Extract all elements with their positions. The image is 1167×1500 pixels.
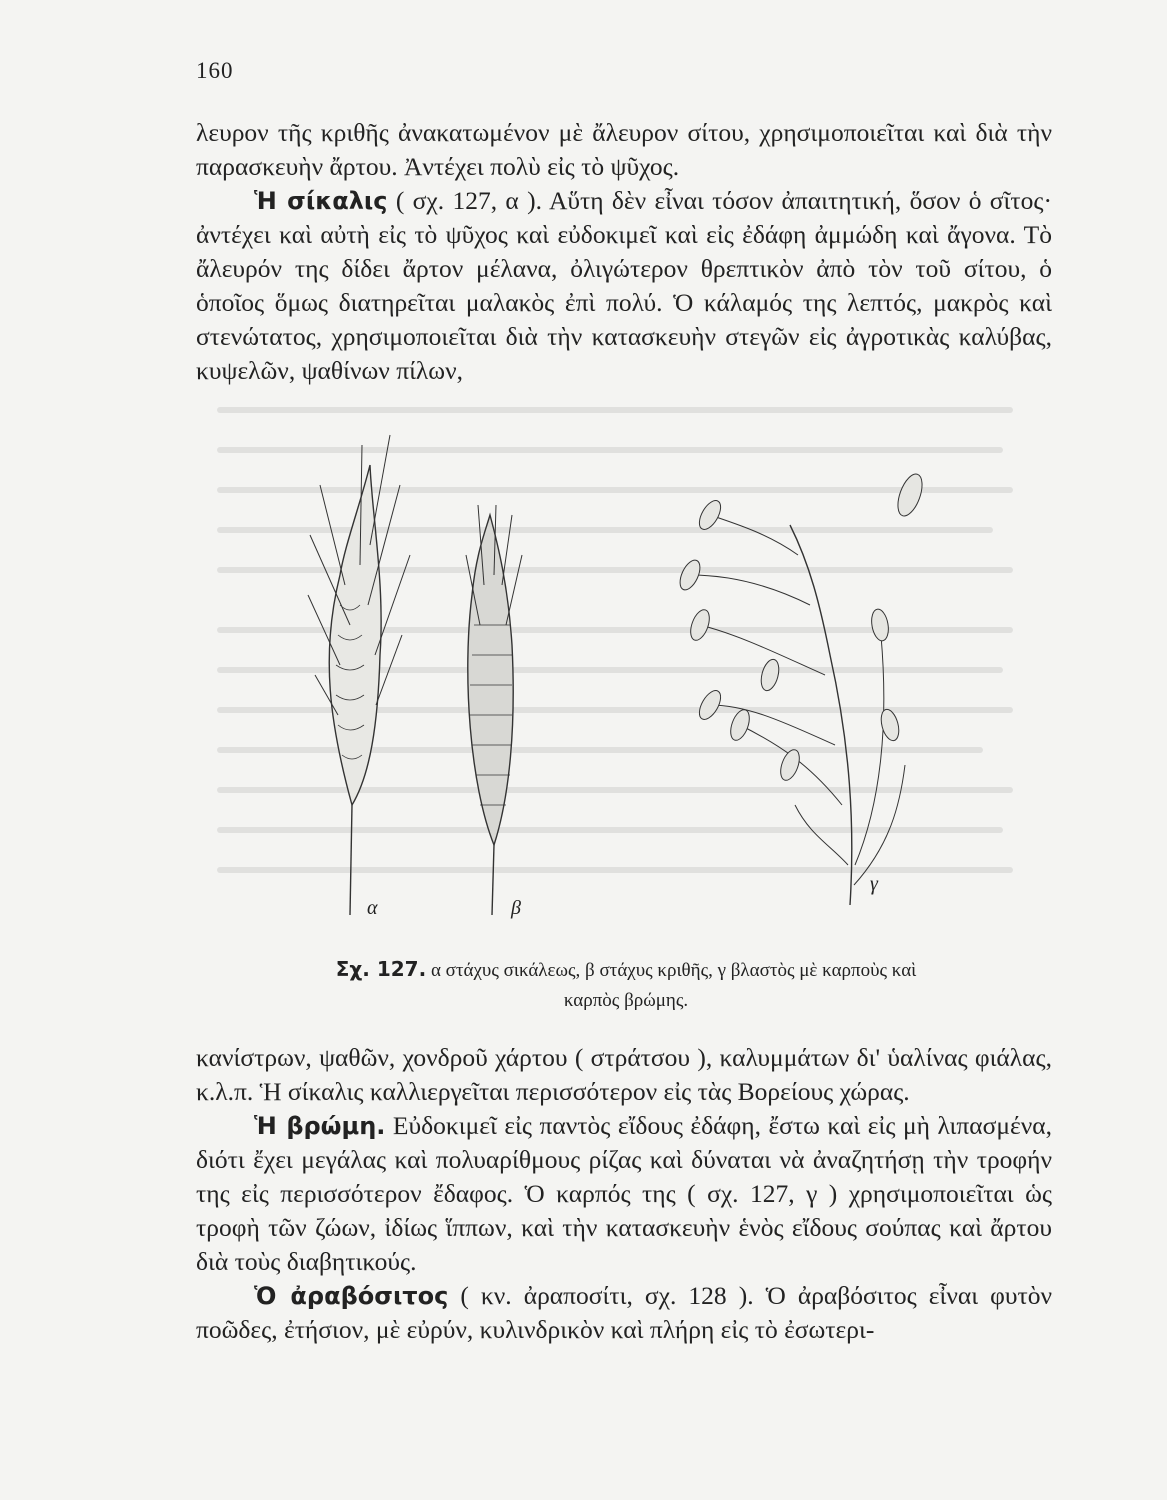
figure-caption	[306, 954, 946, 1016]
figure-label: Σχ. 127.	[335, 957, 427, 981]
oat-plant-drawing	[676, 471, 927, 905]
text-block-bottom	[196, 1041, 1052, 1347]
page-number: 160	[196, 58, 234, 83]
section-term: Ὁ ἀραβόσιτος	[254, 1282, 449, 1310]
paragraph-text: ( σχ. 127, α ). Αὕτη δὲν εἶναι τόσον ἀπαιτητική, ὅσον ὁ σῖτος· ἀντέχει καὶ αὐτὴ εἰς τὸ ψῦχος καὶ εὐδοκιμεῖ καὶ εἰς ἐδάφη ἀμμώδη καὶ ἄγονα. Τὸ ἄλευρόν της δίδει ἄρτον μέλανα, ὀλιγώτερον θρεπτικὸν ἀπὸ τὸν τοῦ σίτου, ὁ ὁποῖος ὅμως διατηρεῖται μαλακὸς ἐπὶ πολύ. Ὁ κάλαμός της λεπτός, μακρὸς καὶ στενώτατος, χρησιμοποιεῖται διὰ τὴν κατασκευὴν στεγῶν εἰς ἀγροτικὰς καλύβας, κυψελῶν, ψαθίνων πίλων,	[196, 186, 1052, 385]
paragraph	[196, 184, 1052, 388]
paragraph	[196, 1041, 1052, 1109]
paragraph-text: λευρον τῆς κριθῆς ἀνακατωμένον μὲ ἄλευρον σίτου, χρησιμοποιεῖται καὶ διὰ τὴν παρασκευὴν ἄρτου. Ἀντέχει πολὺ εἰς τὸ ψῦχος.	[196, 118, 1052, 181]
figure-letter-alpha: α	[367, 897, 378, 919]
figure-letter-beta: β	[511, 897, 521, 919]
paragraph	[196, 1109, 1052, 1279]
figure-letter-gamma: γ	[870, 873, 878, 895]
rye-ear-drawing	[308, 435, 410, 915]
section-term: Ἡ σίκαλις	[254, 187, 388, 215]
paragraph-text: κανίστρων, ψαθῶν, χονδροῦ χάρτου ( στράτσου ), καλυμμάτων δι' ὑαλίνας φιάλας, κ.λ.π. Ἡ σίκαλις καλλιεργεῖται περισσότερον εἰς τὰς Βορείους χώρας.	[196, 1043, 1052, 1106]
barley-ear-drawing	[466, 505, 522, 915]
paragraph-text: ( κν. ἀραποσίτι, σχ. 128 ). Ὁ ἀραβόσιτος εἶναι φυτὸν ποῶδες, ἐτήσιον, μὲ εὐρύν, κυλινδρικὸν καὶ πλήρη εἰς τὸ ἐσωτερι-	[196, 1281, 1052, 1344]
paragraph-text: Εὐδοκιμεῖ εἰς παντὸς εἴδους ἐδάφη, ἔστω καὶ εἰς μὴ λιπασμένα, διότι ἔχει μεγάλας καὶ πολυαρίθμους ρίζας καὶ δύναται νὰ ἀναζητήσῃ τὴν τροφήν της εἰς περισσότερον ἔδαφος. Ὁ καρπός της ( σχ. 127, γ ) χρησιμοποιεῖται ὡς τροφὴ τῶν ζώων, ἰδίως ἵππων, καὶ τὴν κατασκευὴν ἑνὸς εἴδους σούπας καὶ ἄρτου διὰ τοὺς διαβητικούς.	[196, 1111, 1053, 1276]
section-term: Ἡ βρώμη.	[254, 1112, 386, 1140]
paragraph	[196, 116, 1052, 184]
cereal-illustration	[290, 425, 950, 925]
text-block-top	[196, 116, 1052, 388]
paragraph	[196, 1279, 1052, 1347]
figure-caption-text: α στάχυς σικάλεως, β στάχυς κριθῆς, γ βλαστὸς μὲ καρποὺς καὶ καρπὸς βρώμης.	[430, 960, 917, 1011]
